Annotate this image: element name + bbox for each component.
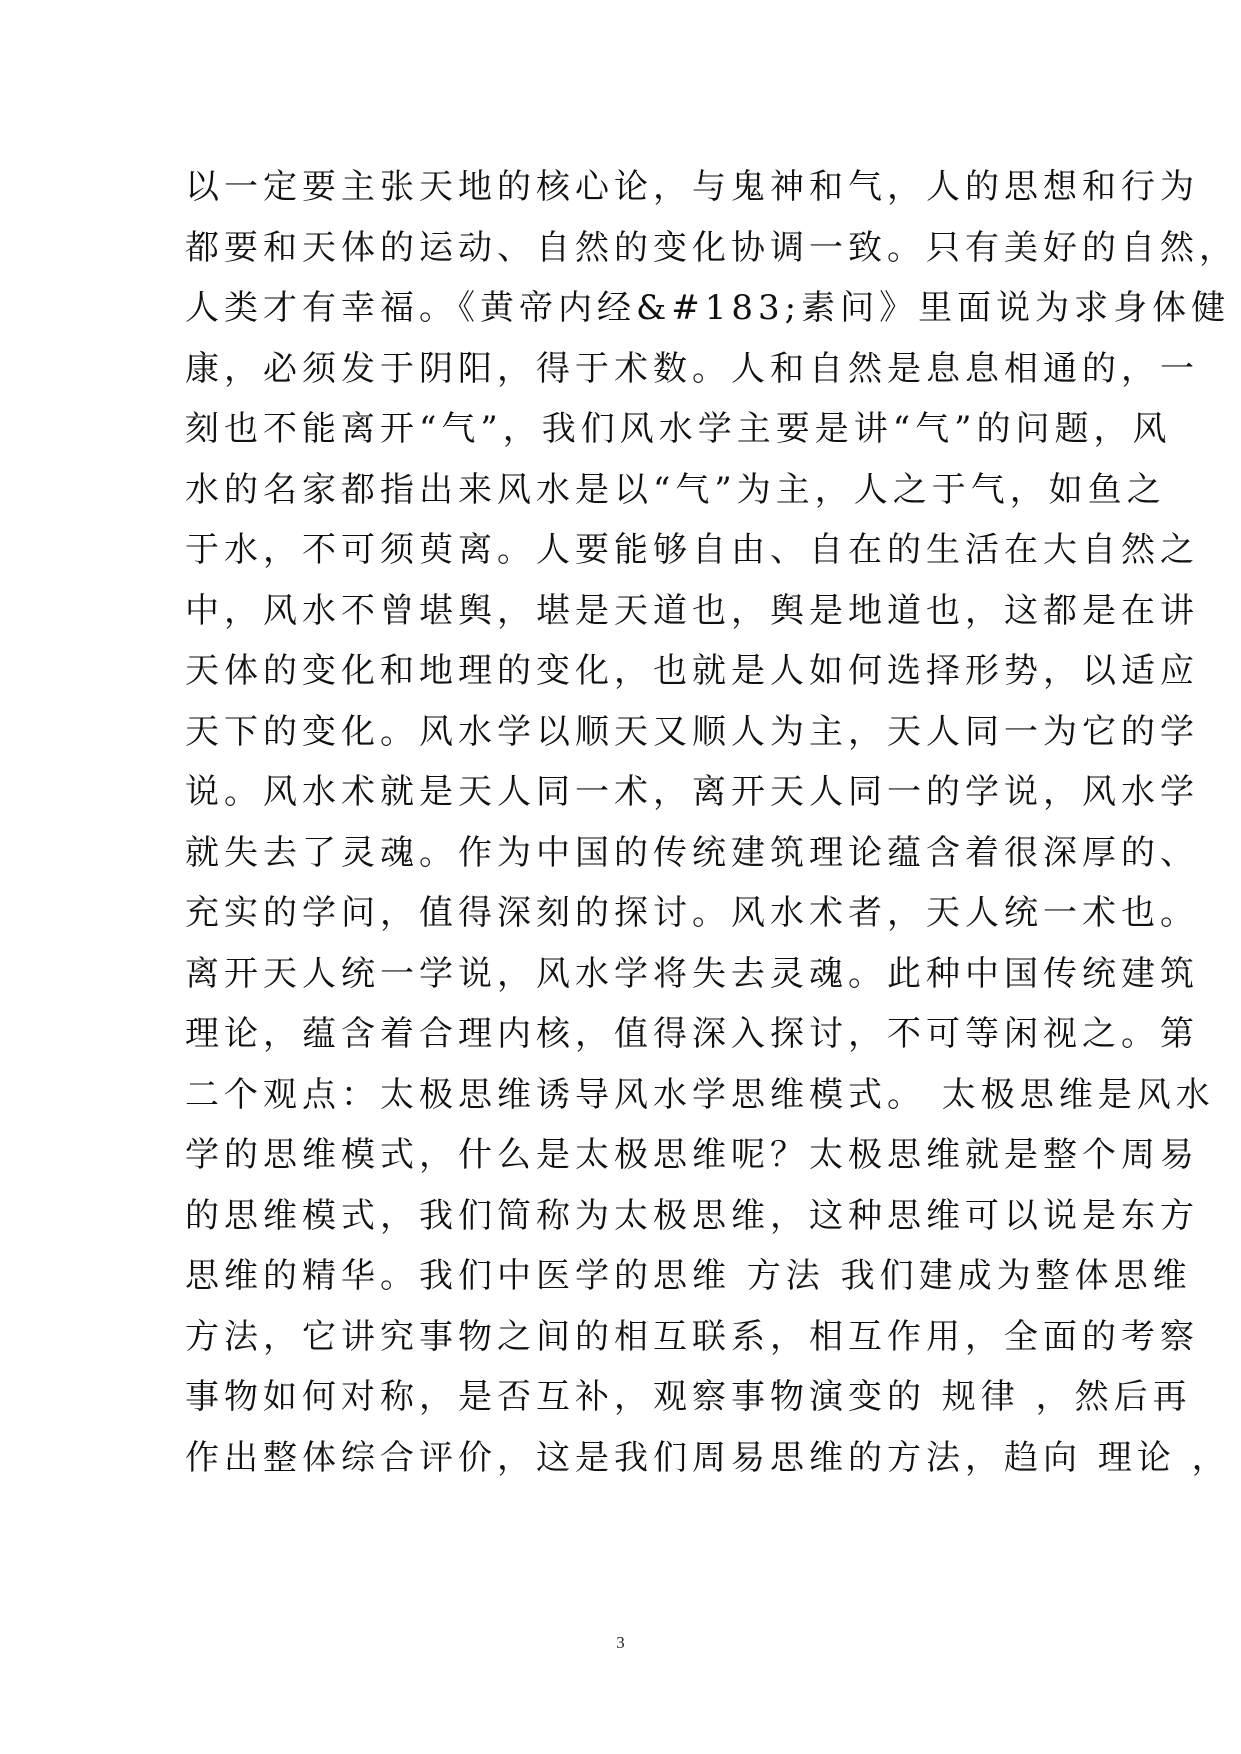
text-line: 以一定要主张天地的核心论，与鬼神和气，人的思想和行为 <box>185 167 1199 207</box>
text-line: 说。风水术就是天人同一术，离开天人同一的学说，风水学 <box>185 772 1199 812</box>
text-line: 于水，不可须萸离。人要能够自由、自在的生活在大自然之 <box>185 530 1199 570</box>
text-line: 方法，它讲究事物之间的相互联系，相互作用，全面的考察 <box>185 1316 1199 1357</box>
text-line: 理论，蕴含着合理内核，值得深入探讨，不可等闲视之。第 <box>185 1014 1199 1054</box>
text-line: 刻也不能离开“气”，我们风水学主要是讲“气”的问题，风 <box>185 409 1172 449</box>
text-line: 天下的变化。风水学以顺天又顺人为主，天人同一为它的学 <box>185 711 1199 752</box>
page-number: 3 <box>616 1633 625 1652</box>
body-text <box>185 157 1238 1488</box>
text-line: 充实的学问，值得深刻的探讨。风水术者，天人统一术也。 <box>185 893 1199 933</box>
text-line: 思维的精华。我们中医学的思维 方法 我们建成为整体思维 <box>185 1256 1192 1296</box>
text-line: 事物如何对称，是否互补，观察事物演变的 规律 ，然后再 <box>185 1377 1192 1417</box>
text-line: 二个观点：太极思维诱导风水学思维模式。 太极思维是风水 <box>185 1074 1215 1115</box>
text-line: 中，风水不曾堪舆，堪是天道也，舆是地道也，这都是在讲 <box>185 590 1199 631</box>
text-line: 康，必须发于阴阳，得于术数。人和自然是息息相通的，一 <box>185 348 1199 389</box>
text-line: 天体的变化和地理的变化，也就是人如何选择形势，以适应 <box>185 651 1199 691</box>
text-line: 水的名家都指出来风水是以“气”为主，人之于气，如鱼之 <box>185 469 1166 510</box>
text-line: 学的思维模式，什么是太极思维呢？太极思维就是整个周易 <box>185 1135 1199 1175</box>
text-line: 都要和天体的运动、自然的变化协调一致。只有美好的自然， <box>185 227 1238 268</box>
text-line: 的思维模式，我们简称为太极思维，这种思维可以说是东方 <box>185 1195 1199 1236</box>
text-line: 离开天人统一学说，风水学将失去灵魂。此种中国传统建筑 <box>185 953 1199 994</box>
text-line: 人类才有幸福。《黄帝内经&#183;素问》里面说为求身体健 <box>185 288 1231 328</box>
text-line: 作出整体综合评价，这是我们周易思维的方法，趋向 理论 ， <box>185 1437 1231 1478</box>
text-line: 就失去了灵魂。作为中国的传统建筑理论蕴含着很深厚的、 <box>185 832 1199 873</box>
